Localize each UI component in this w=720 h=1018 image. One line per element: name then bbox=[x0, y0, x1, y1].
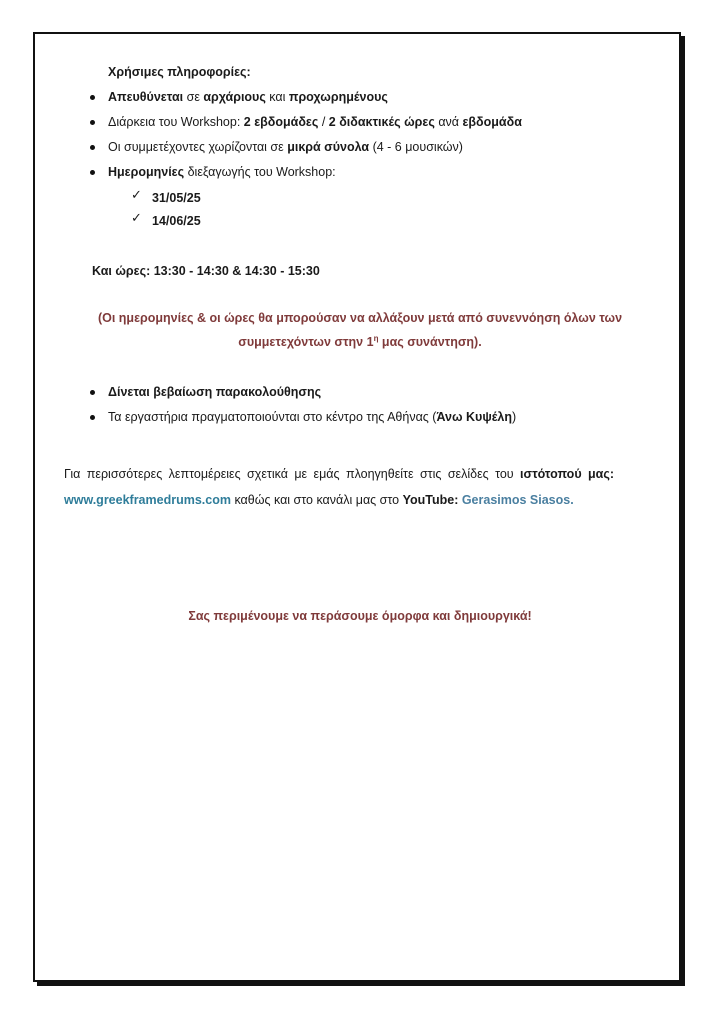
week-text: εβδομάδα bbox=[462, 115, 522, 129]
hours-text: 2 διδακτικές ώρες bbox=[328, 115, 435, 129]
checkmark-icon: ✓ bbox=[131, 188, 142, 203]
dates-label: Ημερομηνίες bbox=[108, 165, 185, 179]
info-line1 bbox=[64, 466, 614, 482]
bullet-icon bbox=[90, 120, 95, 125]
text: μας συνάντηση). bbox=[378, 335, 482, 349]
bullet-groups bbox=[108, 139, 463, 155]
times-line: Και ώρες: 13:30 - 14:30 & 14:30 - 15:30 bbox=[92, 264, 320, 278]
audience-label: Απευθύνεται bbox=[108, 90, 184, 104]
checkmark-icon: ✓ bbox=[131, 211, 142, 226]
date-item: 31/05/25 bbox=[152, 191, 201, 205]
youtube-channel-link[interactable]: Gerasimos Siasos. bbox=[458, 493, 574, 507]
bullet-location bbox=[108, 409, 516, 425]
schedule-note-line1: (Οι ημερομηνίες & οι ώρες θα μπορούσαν να αλλάξουν μετά από συνεννόηση όλων των bbox=[97, 311, 623, 325]
closing-message: Σας περιμένουμε να περάσουμε όμορφα και δημιουργικά! bbox=[188, 609, 532, 623]
bullet-icon bbox=[90, 170, 95, 175]
bullet-audience bbox=[108, 89, 388, 105]
superscript: η bbox=[373, 333, 379, 343]
text: διεξαγωγής του Workshop: bbox=[184, 165, 336, 179]
bullet-icon bbox=[90, 145, 95, 150]
info-line2 bbox=[64, 492, 624, 508]
text: συμμετεχόντων στην 1 bbox=[238, 335, 374, 349]
date-item: 14/06/25 bbox=[152, 214, 201, 228]
text: και bbox=[265, 90, 289, 104]
bullet-icon bbox=[90, 390, 95, 395]
bullet-certificate: Δίνεται βεβαίωση παρακολούθησης bbox=[108, 385, 322, 399]
text: / bbox=[318, 115, 329, 129]
bullet-dates bbox=[108, 164, 336, 180]
bullet-icon bbox=[90, 415, 95, 420]
schedule-note-line2 bbox=[60, 335, 660, 349]
text: Διάρκεια του Workshop: bbox=[108, 115, 244, 129]
text: Για περισσότερες λεπτομέρειες σχετικά με εμάς πλοηγηθείτε στις σελίδες του bbox=[64, 467, 521, 481]
advanced-text: προχωρημένους bbox=[288, 90, 388, 104]
section-heading: Χρήσιμες πληροφορίες: bbox=[108, 65, 251, 79]
area-text: Άνω Κυψέλη bbox=[436, 410, 512, 424]
bullet-icon bbox=[90, 95, 95, 100]
text: (4 - 6 μουσικών) bbox=[369, 140, 463, 154]
bullet-duration bbox=[108, 114, 522, 130]
website-label: ιστότοπού μας: bbox=[520, 467, 614, 481]
youtube-label: YouTube: bbox=[402, 493, 459, 507]
beginners-text: αρχάριους bbox=[203, 90, 266, 104]
website-link[interactable]: www.greekframedrums.com bbox=[64, 493, 231, 507]
weeks-text: 2 εβδομάδες bbox=[243, 115, 319, 129]
text: σε bbox=[183, 90, 204, 104]
text: Οι συμμετέχοντες χωρίζονται σε bbox=[108, 140, 288, 154]
text: ) bbox=[511, 410, 517, 424]
text: καθώς και στο κανάλι μας στο bbox=[230, 493, 403, 507]
small-groups-text: μικρά σύνολα bbox=[287, 140, 370, 154]
text: Τα εργαστήρια πραγματοποιούνται στο κέντρο της Αθήνας ( bbox=[108, 410, 437, 424]
text: ανά bbox=[434, 115, 463, 129]
